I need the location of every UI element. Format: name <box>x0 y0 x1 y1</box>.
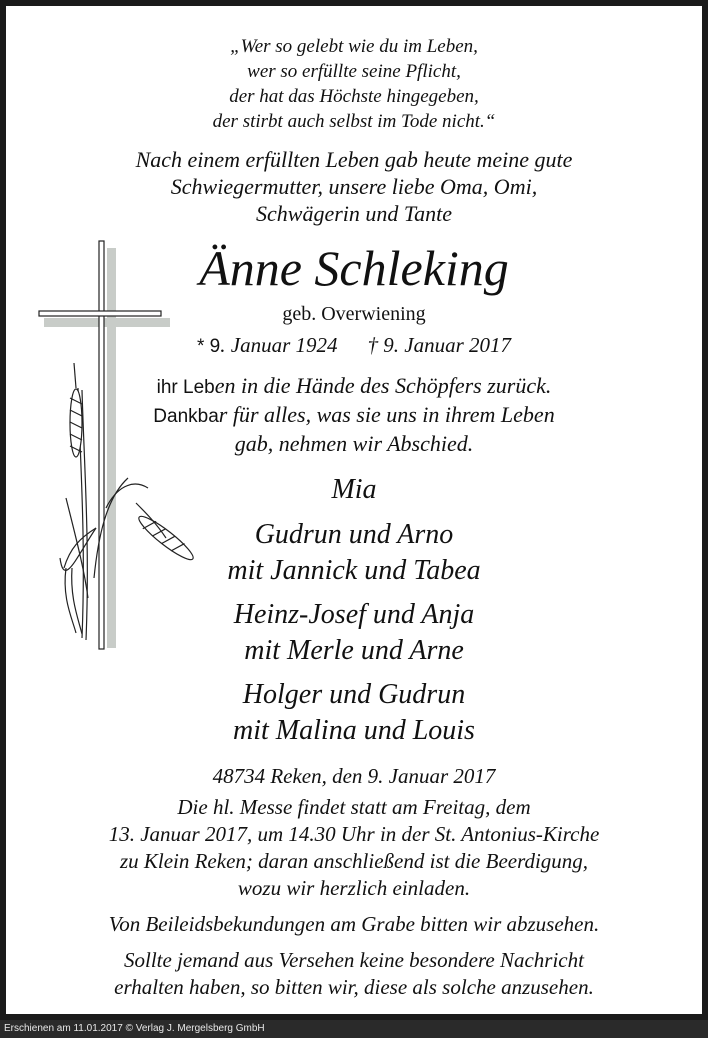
mass-line: 13. Januar 2017, um 14.30 Uhr in der St. Antonius-Kirche <box>108 822 600 846</box>
birth-name: geb. Overwiening <box>282 303 426 325</box>
family-line: Holger und Gudrun <box>242 679 466 710</box>
deceased-name: Änne Schleking <box>199 240 509 296</box>
mass-line: Die hl. Messe findet statt am Freitag, dem <box>177 795 531 819</box>
memorial-quote <box>6 34 702 134</box>
closing-overlay-1: ihr Leb <box>156 377 215 398</box>
family-line: Heinz-Josef und Anja <box>233 599 475 630</box>
intro-line: Schwiegermutter, unsere liebe Oma, Omi, <box>170 174 538 199</box>
quote-line: der hat das Höchste hingegeben, <box>229 86 479 107</box>
condolences-note: Von Beileidsbekundungen am Grabe bitten wir abzusehen. <box>108 912 600 936</box>
death-date: † 9. Januar 2017 <box>367 333 511 357</box>
closing-rest-2: r für alles, was sie uns in ihrem Leben <box>218 402 555 427</box>
birth-prefix: * 9 <box>197 336 221 357</box>
mass-line: zu Klein Reken; daran anschließend ist die Beerdigung, <box>119 849 589 873</box>
notice-line: Sollte jemand aus Versehen keine besondere Nachricht <box>124 948 584 972</box>
quote-line: „Wer so gelebt wie du im Leben, <box>230 36 478 57</box>
funeral-mass-info <box>6 794 702 902</box>
family-line: Mia <box>331 474 377 505</box>
family-group-4 <box>6 677 702 749</box>
place-date: 48734 Reken, den 9. Januar 2017 <box>212 764 496 788</box>
notice-line: erhalten haben, so bitten wir, diese als solche anzusehen. <box>114 975 594 999</box>
cross-icon <box>39 241 170 649</box>
mass-line: wozu wir herzlich einladen. <box>237 876 471 900</box>
publication-footer: Erschienen am 11.01.2017 © Verlag J. Mergelsberg GmbH <box>0 1020 708 1038</box>
wheat-icon <box>60 363 197 640</box>
intro-line: Schwägerin und Tante <box>256 201 452 226</box>
quote-line: der stirbt auch selbst im Tode nicht.“ <box>212 111 496 132</box>
birth-date <box>197 333 338 357</box>
closing-line: gab, nehmen wir Abschied. <box>234 431 474 456</box>
intro-line: Nach einem erfüllten Leben gab heute meine gute <box>135 147 573 172</box>
closing-rest-1: en in die Hände des Schöpfers zurück. <box>214 373 552 398</box>
family-line: mit Malina und Louis <box>233 715 475 746</box>
birth-date-rest: . Januar 1924 <box>220 333 338 357</box>
family-line: mit Merle und Arne <box>244 635 464 666</box>
notification-note <box>6 947 702 1001</box>
quote-line: wer so erfüllte seine Pflicht, <box>247 61 461 82</box>
closing-overlay-2: Dankba <box>153 406 219 427</box>
intro-text <box>6 146 702 227</box>
family-line: Gudrun und Arno <box>254 519 454 550</box>
cross-wheat-illustration <box>36 238 206 658</box>
family-line: mit Jannick und Tabea <box>227 555 481 586</box>
